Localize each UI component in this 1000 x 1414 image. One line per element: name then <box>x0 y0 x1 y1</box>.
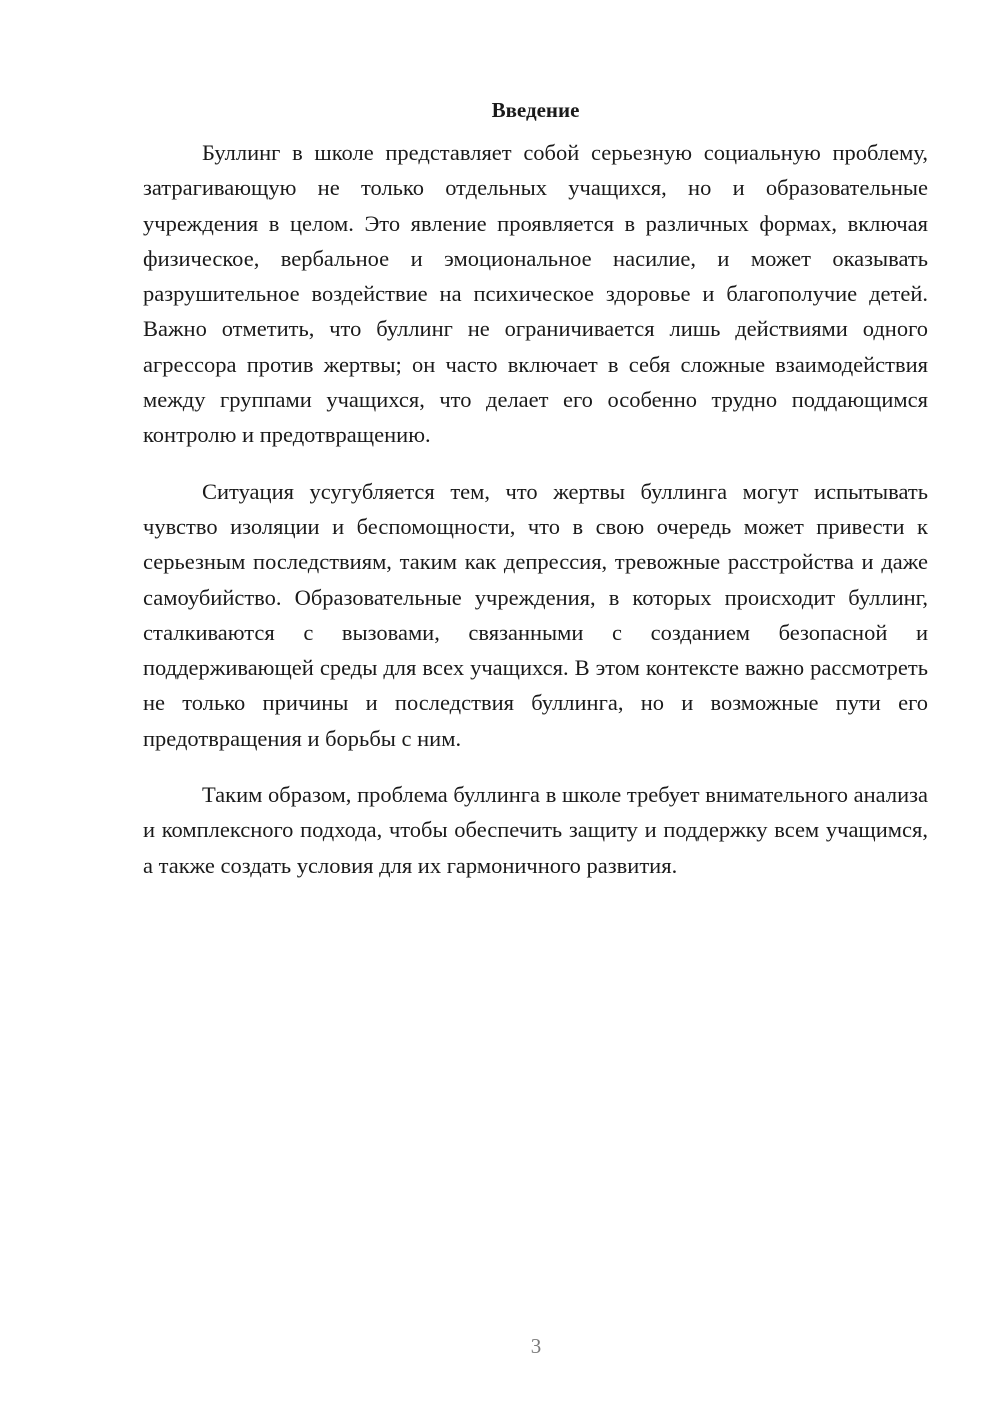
paragraph-3: Таким образом, проблема буллинга в школе требует внимательного анализа и комплексного подхода, чтобы обеспечить защиту и поддержку всем учащимся, а также создать условия для их гармоничного развития. <box>143 782 928 878</box>
paragraph-2: Ситуация усугубляется тем, что жертвы буллинга могут испытывать чувство изоляции и беспомощности, что в свою очередь может привести к серьезным последствиям, таким как депрессия, тревожные расстройства и даже самоубийство. Образовательные учреждения, в которых происходит буллинг, сталкиваются с вызовами, связанными с созданием безопасной и поддерживающей среды для всех учащихся. В этом контексте важно рассмотреть не только причины и последствия буллинга, но и возможные пути его предотвращения и борьбы с ним. <box>143 478 928 751</box>
page-content <box>143 96 928 904</box>
section-heading: Введение <box>491 98 580 122</box>
paragraph-1: Буллинг в школе представляет собой серьезную социальную проблему, затрагивающую не только отдельных учащихся, но и образовательные учреждения в целом. Это явление проявляется в различных формах, включая физическое, вербальное и эмоциональное насилие, и может оказывать разрушительное воздействие на психическое здоровье и благополучие детей. Важно отметить, что буллинг не ограничивается лишь действиями одного агрессора против жертвы; он часто включает в себя сложные взаимодействия между группами учащихся, что делает его особенно трудно поддающимся контролю и предотвращению. <box>143 140 928 448</box>
page-number: 3 <box>530 1334 542 1358</box>
